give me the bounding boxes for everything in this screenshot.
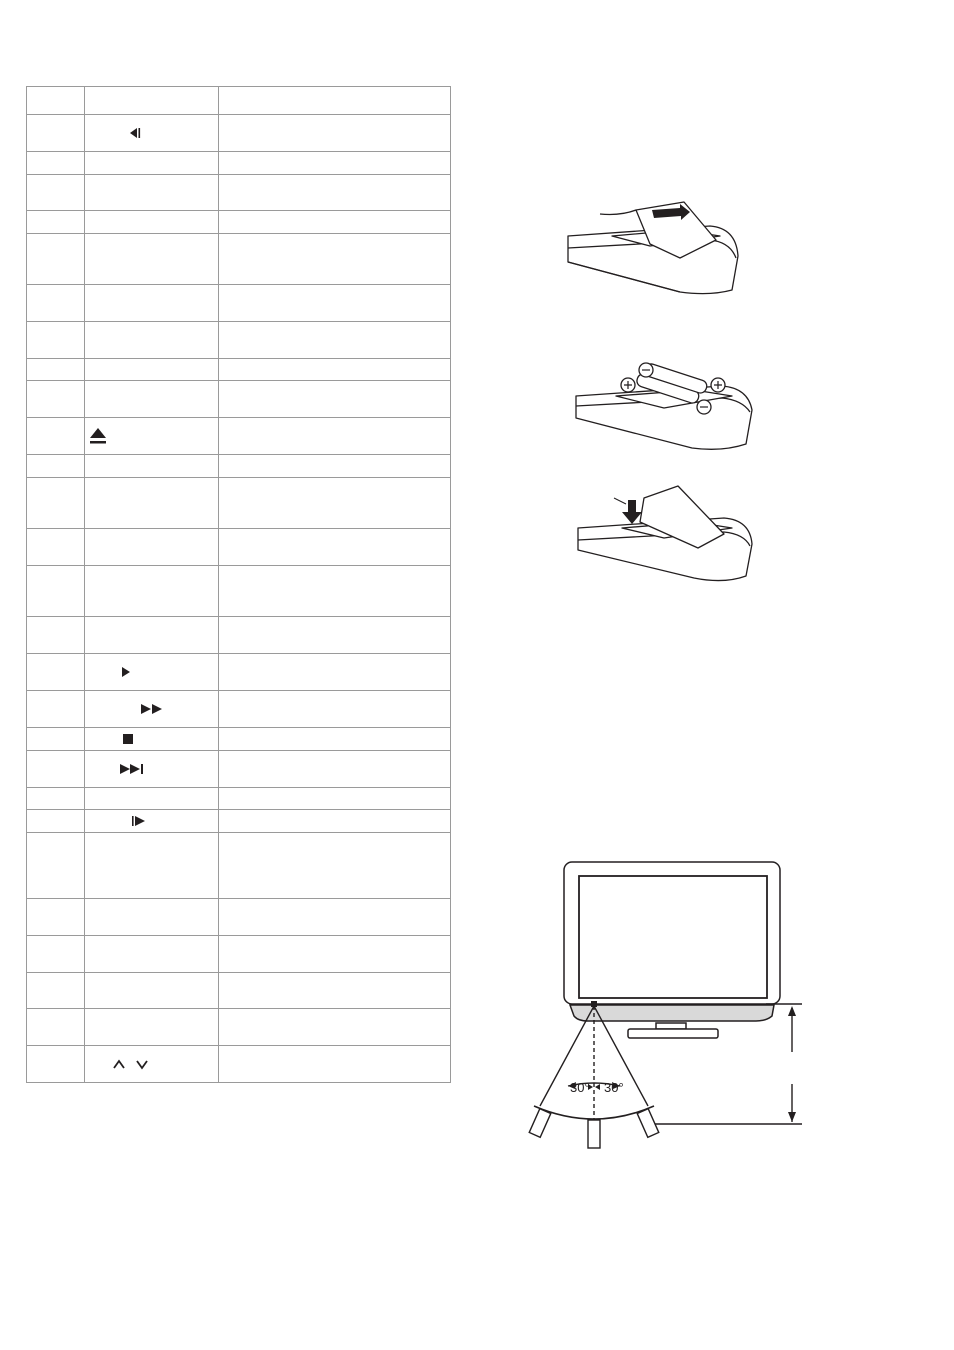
number-cell: [27, 788, 85, 810]
description-cell: [219, 973, 451, 1009]
number-cell: [27, 285, 85, 322]
description-cell: [219, 285, 451, 322]
number-cell: [27, 152, 85, 175]
description-cell: [219, 566, 451, 617]
description-cell: [219, 617, 451, 654]
number-cell: [27, 175, 85, 211]
remote-position-left-icon: [529, 1109, 551, 1138]
up-down-arrows-icon: [113, 1058, 149, 1070]
table-row: [27, 322, 451, 359]
table-row: [27, 478, 451, 529]
description-cell: [219, 478, 451, 529]
table-row: [27, 115, 451, 152]
table-row: [27, 1046, 451, 1083]
number-cell: [27, 322, 85, 359]
button-cell: [85, 87, 219, 115]
remote-position-right-icon: [637, 1109, 659, 1138]
description-cell: [219, 1009, 451, 1046]
table-body: [27, 87, 451, 1083]
description-cell: [219, 936, 451, 973]
number-cell: [27, 115, 85, 152]
button-cell: [85, 455, 219, 478]
left-angle-label: 30°: [570, 1080, 590, 1095]
description-cell: [219, 381, 451, 418]
button-cell: [85, 973, 219, 1009]
number-cell: [27, 87, 85, 115]
number-cell: [27, 973, 85, 1009]
number-cell: [27, 566, 85, 617]
play-icon: [122, 667, 130, 677]
description-cell: [219, 691, 451, 728]
table-row: [27, 211, 451, 234]
button-cell: [85, 211, 219, 234]
table-row: [27, 87, 451, 115]
description-cell: [219, 1046, 451, 1083]
button-cell: [85, 418, 219, 455]
right-angle-label: 30°: [604, 1080, 624, 1095]
button-cell: [85, 617, 219, 654]
number-cell: [27, 751, 85, 788]
button-cell: [85, 810, 219, 833]
number-cell: [27, 1046, 85, 1083]
number-cell: [27, 810, 85, 833]
table-row: [27, 833, 451, 899]
description-cell: [219, 211, 451, 234]
button-cell: [85, 175, 219, 211]
table-row: [27, 359, 451, 381]
button-cell: [85, 285, 219, 322]
number-cell: [27, 728, 85, 751]
table-row: [27, 654, 451, 691]
eject-icon: [89, 427, 107, 445]
button-cell: [85, 1046, 219, 1083]
description-cell: [219, 833, 451, 899]
button-cell: [85, 359, 219, 381]
description-cell: [219, 751, 451, 788]
button-cell: [85, 529, 219, 566]
remote-position-center-icon: [588, 1120, 600, 1148]
step-forward-icon: [132, 816, 146, 826]
remote-button-table: [26, 86, 451, 1083]
remote-range-figure: [526, 858, 808, 1152]
button-cell: [85, 691, 219, 728]
table-row: [27, 617, 451, 654]
table-row: [27, 691, 451, 728]
fast-forward-icon: [141, 704, 163, 714]
description-cell: [219, 234, 451, 285]
description-cell: [219, 788, 451, 810]
table-row: [27, 285, 451, 322]
description-cell: [219, 322, 451, 359]
number-cell: [27, 899, 85, 936]
number-cell: [27, 478, 85, 529]
description-cell: [219, 455, 451, 478]
stop-icon: [123, 734, 133, 744]
table-row: [27, 175, 451, 211]
table-row: [27, 788, 451, 810]
table-row: [27, 529, 451, 566]
number-cell: [27, 833, 85, 899]
number-cell: [27, 529, 85, 566]
number-cell: [27, 455, 85, 478]
button-cell: [85, 833, 219, 899]
description-cell: [219, 810, 451, 833]
table-row: [27, 810, 451, 833]
number-cell: [27, 381, 85, 418]
table-row: [27, 728, 451, 751]
description-cell: [219, 529, 451, 566]
number-cell: [27, 691, 85, 728]
number-cell: [27, 617, 85, 654]
remote-insert-batteries-figure: [572, 360, 760, 456]
table-row: [27, 936, 451, 973]
table-row: [27, 418, 451, 455]
button-cell: [85, 566, 219, 617]
table-row: [27, 751, 451, 788]
table-row: [27, 381, 451, 418]
button-cell: [85, 899, 219, 936]
number-cell: [27, 234, 85, 285]
number-cell: [27, 211, 85, 234]
number-cell: [27, 1009, 85, 1046]
description-cell: [219, 359, 451, 381]
button-cell: [85, 936, 219, 973]
description-cell: [219, 115, 451, 152]
number-cell: [27, 936, 85, 973]
button-cell: [85, 115, 219, 152]
button-cell: [85, 381, 219, 418]
table-row: [27, 152, 451, 175]
button-cell: [85, 322, 219, 359]
table-row: [27, 566, 451, 617]
skip-next-icon: [120, 764, 146, 774]
number-cell: [27, 359, 85, 381]
step-back-icon: [129, 128, 141, 138]
remote-close-cover-figure: [574, 478, 760, 588]
description-cell: [219, 728, 451, 751]
button-cell: [85, 1009, 219, 1046]
button-cell: [85, 478, 219, 529]
table-row: [27, 234, 451, 285]
button-cell: [85, 728, 219, 751]
description-cell: [219, 418, 451, 455]
description-cell: [219, 899, 451, 936]
description-cell: [219, 87, 451, 115]
number-cell: [27, 654, 85, 691]
table-row: [27, 455, 451, 478]
description-cell: [219, 175, 451, 211]
table-row: [27, 899, 451, 936]
remote-open-cover-figure: [560, 196, 760, 300]
button-cell: [85, 234, 219, 285]
table-row: [27, 973, 451, 1009]
button-cell: [85, 751, 219, 788]
description-cell: [219, 654, 451, 691]
button-cell: [85, 788, 219, 810]
description-cell: [219, 152, 451, 175]
number-cell: [27, 418, 85, 455]
button-cell: [85, 152, 219, 175]
button-cell: [85, 654, 219, 691]
table-row: [27, 1009, 451, 1046]
